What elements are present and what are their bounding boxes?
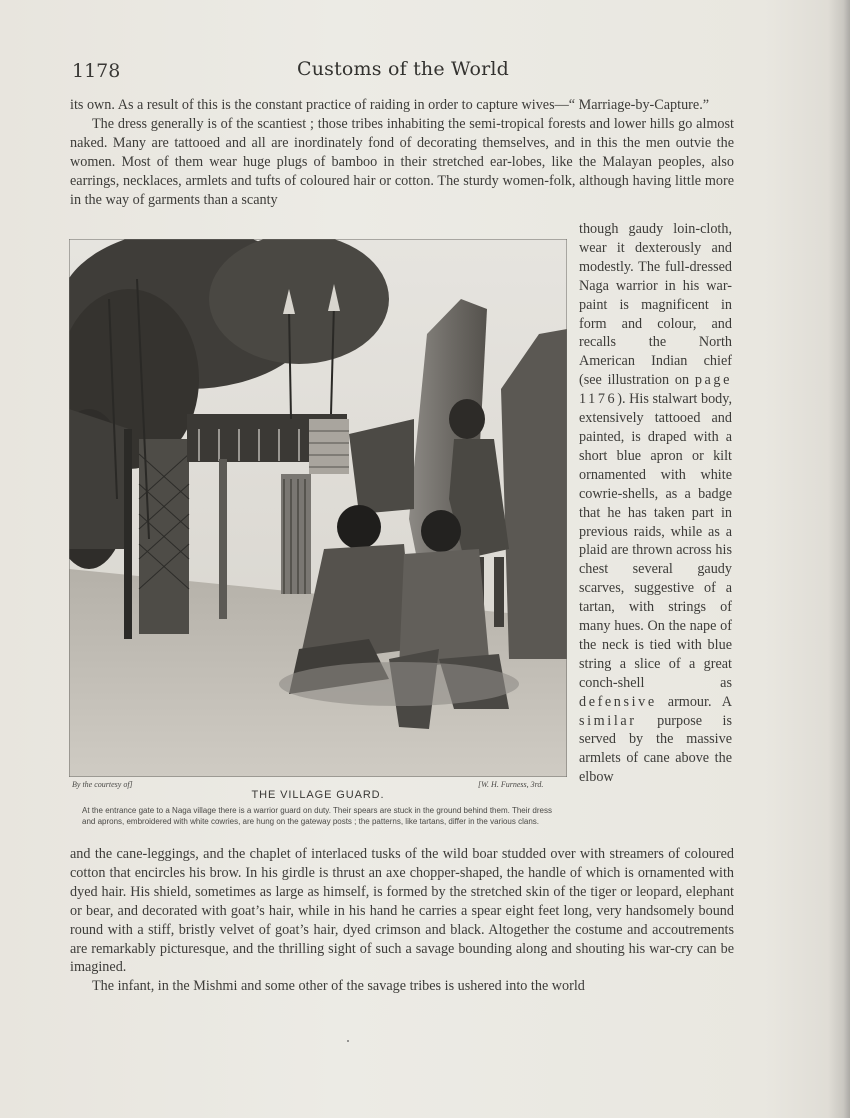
page-header	[72, 58, 734, 88]
figure-caption-text: At the entrance gate to a Naga village there is a warrior guard on duty. Their spears are stuck in the ground behind them. Their dress and aprons, embroidered with white cowries, are hung on the gateway posts ; the patterns, like tartans, differ in the various clans.	[82, 806, 552, 827]
page-reference: page 1176	[579, 372, 732, 408]
running-title: Customs of the World	[296, 58, 510, 80]
page-number: 1178	[72, 60, 121, 82]
paragraph-dress: The dress generally is of the scantiest ; those tribes inhabiting the semi-tropical forests and lower hills go almost naked. Many are tattooed and all are inordinately fond of decorating themselves, and in this the men outvie the women. Most of them wear huge plugs of bamboo in their stretched ear-lobes, like the Malayan peoples, also earrings, necklaces, armlets and tufts of coloured hair or cotton. The sturdy women-folk, although having little more in the way of garments than a scanty	[70, 115, 734, 208]
paragraph-opening: its own. As a result of this is the constant practice of raiding in order to capture wives—“ Marriage-by-Capture.”	[70, 97, 710, 113]
photo-credit-right: [W. H. Furness, 3rd.	[478, 780, 544, 789]
spaced-word-defensive: defensive	[579, 693, 657, 710]
side-text-a: though gaudy loin-cloth, wear it dexterously and modestly. The full-dressed Naga warrior in his war-paint is magnificent in form and colour, and recalls the North American Indian chief (see illustration on	[579, 221, 732, 389]
body-text-bottom	[70, 845, 734, 996]
photograph-village-guard	[69, 239, 567, 777]
side-text-d: purpose is served by the massive armlets of cane above the elbow	[579, 712, 732, 786]
print-speck	[347, 1040, 349, 1042]
figure-caption-title: THE VILLAGE GUARD.	[251, 789, 385, 801]
side-text-c: armour. A	[656, 693, 732, 710]
body-text-side-column	[579, 220, 732, 787]
paragraph-infant: The infant, in the Mishmi and some other of the savage tribes is ushered into the world	[92, 978, 585, 995]
page-edge-shadow	[828, 0, 850, 1118]
paragraph-costume: and the cane-leggings, and the chaplet of interlaced tusks of the wild boar studded over with streamers of coloured cotton that encircles his brow. In his girdle is thrust an axe chopper-shaped, the handle of which is ornamented with dyed hair. His shield, sometimes as large as himself, is formed by the stretched skin of the tiger or leopard, elephant or bear, and decorated with goat’s hair, while in his hand he carries a spear eight feet long, very handsomely bound round with a stiff, bristly velvet of goat’s hair, dyed crimson and black. Altogether the costume and accoutrements are remarkably picturesque, and the thrilling sight of such a savage bounding along and shouting his war-cry can be imagined.	[70, 846, 734, 976]
spaced-word-similar: similar	[579, 712, 637, 729]
side-text-b: ). His stalwart body, extensively tattooed and painted, is draped with a short blue apron or kilt ornamented with white cowrie-shells, as a badge that he has taken part in previous raids, while as a plaid are thrown across his chest several gaudy scarves, suggestive of a tartan, with strings of many hues. On the nape of the neck is tied with blue string a slice of a great conch-shell as	[579, 391, 732, 691]
photo-credit-left: By the courtesy of]	[72, 780, 133, 789]
body-text-top	[70, 96, 734, 209]
village-guard-photo	[69, 239, 567, 777]
